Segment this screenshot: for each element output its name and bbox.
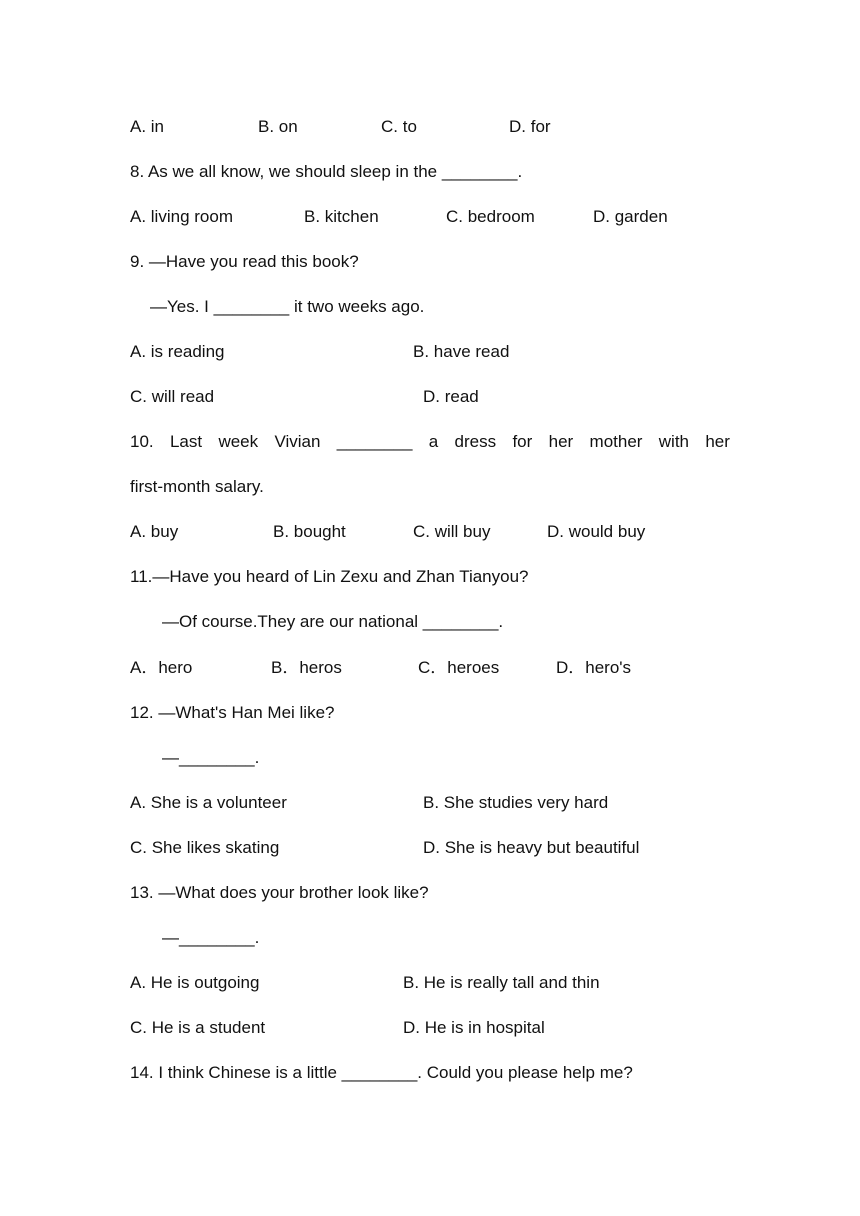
q10-word: for xyxy=(512,432,533,451)
q7-option-a: A. in xyxy=(130,117,165,136)
q12-option-a: A. She is a volunteer xyxy=(130,793,287,812)
q12-question: 12. —What's Han Mei like? xyxy=(130,703,335,722)
q11-option-d: D．hero's xyxy=(556,658,632,677)
q11-question: 11.—Have you heard of Lin Zexu and Zhan Tianyou? xyxy=(130,567,529,586)
q11-reply: —Of course.They are our national ________. xyxy=(162,612,504,631)
q14-question: 14. I think Chinese is a little ________. Could you please help me? xyxy=(130,1063,633,1082)
q8-option-c: C. bedroom xyxy=(446,207,535,226)
q10-word: her xyxy=(548,432,574,451)
q8-question: 8. As we all know, we should sleep in the ________. xyxy=(130,162,523,181)
q9-reply: —Yes. I ________ it two weeks ago. xyxy=(150,297,425,316)
q13-option-d: D. He is in hospital xyxy=(403,1018,545,1037)
q7-option-b: B. on xyxy=(258,117,298,136)
q8-option-a: A. living room xyxy=(130,207,233,226)
q10-option-a: A. buy xyxy=(130,522,179,541)
q11-option-b: B．heros xyxy=(271,658,342,677)
q9-option-c: C. will read xyxy=(130,387,215,406)
q13-question: 13. —What does your brother look like? xyxy=(130,883,429,902)
q9-option-a: A. is reading xyxy=(130,342,225,361)
q10-word: week xyxy=(218,432,259,451)
q12-option-d: D. She is heavy but beautiful xyxy=(423,838,640,857)
q8-option-d: D. garden xyxy=(593,207,668,226)
q11-option-c: C．heroes xyxy=(418,658,500,677)
q10-option-b: B. bought xyxy=(273,522,346,541)
q13-option-c: C. He is a student xyxy=(130,1018,266,1037)
q12-reply: —________. xyxy=(162,748,260,767)
q10-word: mother xyxy=(589,432,643,451)
q10-word: Last xyxy=(169,432,203,451)
q8-option-b: B. kitchen xyxy=(304,207,379,226)
q10-word: a xyxy=(428,432,439,451)
q9-option-d: D. read xyxy=(423,387,479,406)
q10-word: dress xyxy=(454,432,497,451)
q10-blank: ________ xyxy=(336,432,413,451)
q13-option-b: B. He is really tall and thin xyxy=(403,973,600,992)
q10-word: Vivian xyxy=(274,432,321,451)
q12-option-c: C. She likes skating xyxy=(130,838,280,857)
q7-option-c: C. to xyxy=(381,117,417,136)
q10-word: her xyxy=(705,432,730,451)
q9-option-b: B. have read xyxy=(413,342,510,361)
q11-option-a: A．hero xyxy=(130,658,193,677)
q13-option-a: A. He is outgoing xyxy=(130,973,260,992)
q10-question xyxy=(130,430,730,454)
q10-option-d: D. would buy xyxy=(547,522,646,541)
q10-option-c: C. will buy xyxy=(413,522,491,541)
q7-option-d: D. for xyxy=(509,117,551,136)
q10-question-cont: first-month salary. xyxy=(130,477,264,496)
q10-word: 10. xyxy=(130,432,154,451)
q13-reply: —________. xyxy=(162,928,260,947)
q12-option-b: B. She studies very hard xyxy=(423,793,609,812)
q10-word: with xyxy=(658,432,690,451)
q9-question: 9. —Have you read this book? xyxy=(130,252,359,271)
